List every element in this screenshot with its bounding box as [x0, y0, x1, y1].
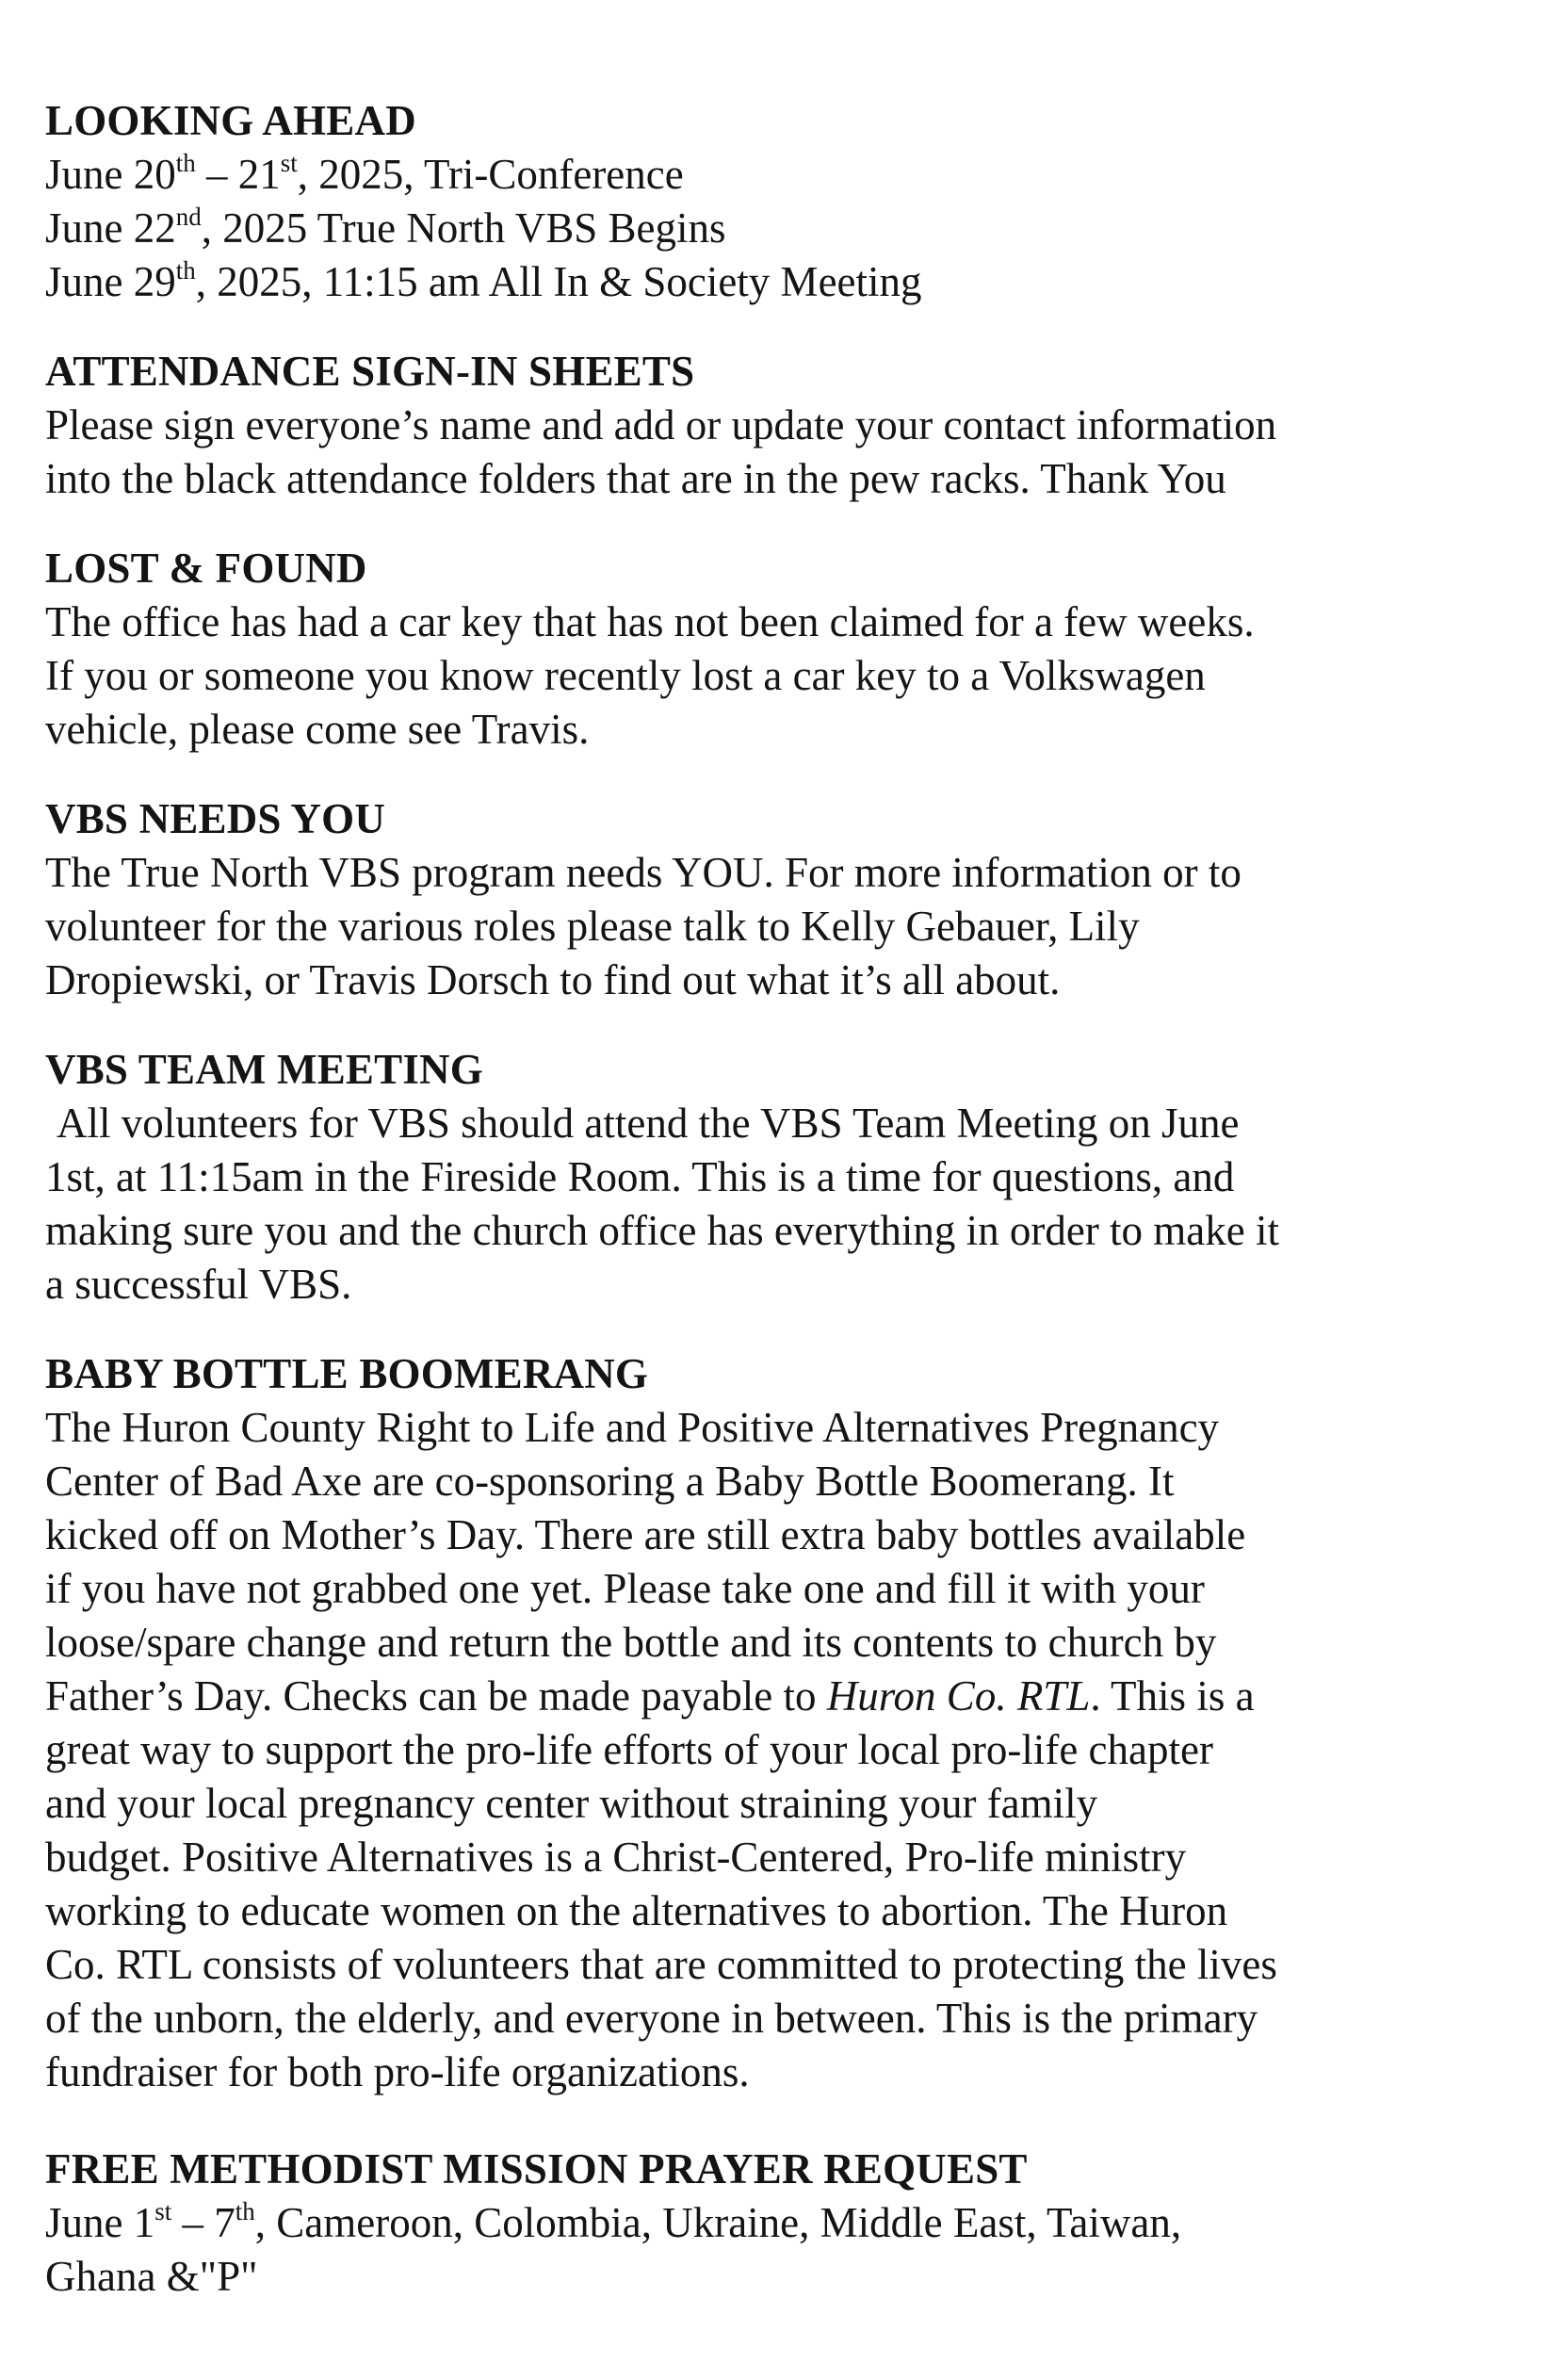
body-line: Father’s Day. Checks can be made payable to Huron Co. RTL. This is a — [45, 1672, 1255, 1720]
body-line: Center of Bad Axe are co-sponsoring a Baby Bottle Boomerang. It — [45, 1458, 1175, 1505]
event-line: June 20th – 21st, 2025, Tri-Conference — [45, 149, 684, 198]
body-line: volunteer for the various roles please talk to Kelly Gebauer, Lily — [45, 903, 1140, 950]
vbs-team-section — [45, 1043, 1439, 1312]
attendance-section — [45, 345, 1439, 506]
body-line: If you or someone you know recently lost a car key to a Volkswagen — [45, 652, 1206, 699]
body-line: Dropiewski, or Travis Dorsch to find out what it’s all about. — [45, 956, 1061, 1003]
body-line: fundraiser for both pro-life organizations. — [45, 2048, 750, 2095]
body-line: vehicle, please come see Travis. — [45, 706, 590, 753]
looking-ahead-section — [45, 94, 1439, 309]
body-line: Ghana &"P" — [45, 2253, 258, 2300]
body-line: Co. RTL consists of volunteers that are committed to protecting the lives — [45, 1941, 1277, 1988]
section-heading: LOST & FOUND — [45, 545, 367, 592]
section-heading: VBS NEEDS YOU — [45, 795, 386, 842]
body-line: The office has had a car key that has not been claimed for a few weeks. — [45, 598, 1255, 645]
prayer-request-section — [45, 2143, 1439, 2304]
body-line: budget. Positive Alternatives is a Christ-Centered, Pro-life ministry — [45, 1834, 1187, 1881]
body-line: loose/spare change and return the bottle and its contents to church by — [45, 1619, 1217, 1666]
section-heading: ATTENDANCE SIGN-IN SHEETS — [45, 348, 695, 395]
section-heading: BABY BOTTLE BOOMERANG — [45, 1350, 649, 1397]
body-line: June 1st – 7th, Cameroon, Colombia, Ukraine, Middle East, Taiwan, — [45, 2197, 1182, 2246]
body-line: 1st, at 11:15am in the Fireside Room. This is a time for questions, and — [45, 1153, 1235, 1200]
event-line: June 22nd, 2025 True North VBS Begins — [45, 203, 726, 252]
body-line: The True North VBS program needs YOU. For more information or to — [45, 849, 1242, 896]
body-line: working to educate women on the alternatives to abortion. The Huron — [45, 1887, 1228, 1934]
body-line: of the unborn, the elderly, and everyone in between. This is the primary — [45, 1995, 1258, 2042]
body-line: if you have not grabbed one yet. Please take one and fill it with your — [45, 1565, 1205, 1612]
payee-name: Huron Co. RTL — [826, 1672, 1091, 1720]
baby-bottle-section — [45, 1347, 1439, 2099]
body-line: All volunteers for VBS should attend the VBS Team Meeting on June — [57, 1100, 1240, 1147]
body-line: great way to support the pro-life efforts of your local pro-life chapter — [45, 1726, 1213, 1773]
bulletin-page — [45, 94, 1439, 2304]
body-line: making sure you and the church office has everything in order to make it — [45, 1207, 1280, 1254]
section-heading: VBS TEAM MEETING — [45, 1046, 483, 1093]
body-line: into the black attendance folders that are in the pew racks. Thank You — [45, 455, 1226, 502]
section-heading: LOOKING AHEAD — [45, 97, 416, 144]
body-line: The Huron County Right to Life and Positive Alternatives Pregnancy — [45, 1404, 1220, 1451]
body-line: a successful VBS. — [45, 1261, 352, 1308]
lost-found-section — [45, 542, 1439, 757]
vbs-needs-section — [45, 792, 1439, 1007]
body-line: and your local pregnancy center without straining your family — [45, 1780, 1098, 1827]
body-line: Please sign everyone’s name and add or update your contact information — [45, 401, 1277, 448]
event-line: June 29th, 2025, 11:15 am All In & Society Meeting — [45, 256, 922, 305]
body-line: kicked off on Mother’s Day. There are still extra baby bottles available — [45, 1511, 1246, 1558]
section-heading: FREE METHODIST MISSION PRAYER REQUEST — [45, 2145, 1028, 2193]
